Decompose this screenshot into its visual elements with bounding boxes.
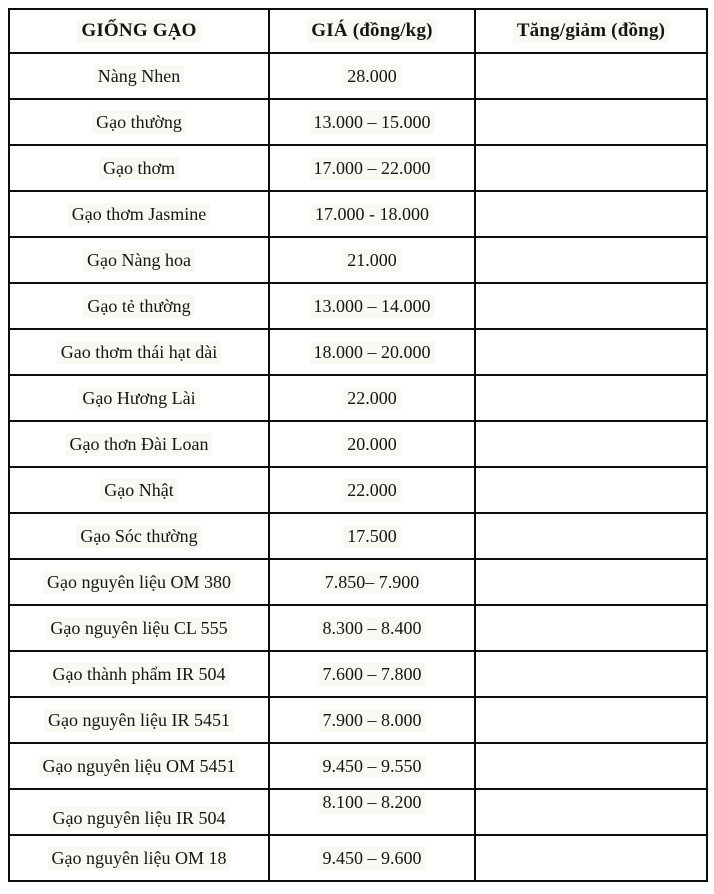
table-row bbox=[9, 237, 707, 283]
variety-text: Gạo thơm bbox=[99, 157, 179, 180]
table-row bbox=[9, 697, 707, 743]
table-row bbox=[9, 421, 707, 467]
variety-cell bbox=[9, 513, 269, 559]
variety-text: Nàng Nhen bbox=[94, 65, 184, 88]
variety-cell bbox=[9, 651, 269, 697]
variety-cell bbox=[9, 191, 269, 237]
variety-text: Gạo nguyên liệu IR 504 bbox=[49, 807, 230, 830]
change-cell bbox=[475, 835, 707, 881]
header-change bbox=[475, 9, 707, 53]
variety-cell bbox=[9, 145, 269, 191]
variety-cell bbox=[9, 605, 269, 651]
variety-text: Gạo thành phẩm IR 504 bbox=[49, 663, 230, 686]
price-text: 18.000 – 20.000 bbox=[310, 341, 435, 364]
price-text: 21.000 bbox=[343, 249, 401, 272]
variety-cell bbox=[9, 559, 269, 605]
price-cell bbox=[269, 835, 475, 881]
table-row bbox=[9, 53, 707, 99]
change-cell bbox=[475, 651, 707, 697]
variety-text: Gạo nguyên liệu CL 555 bbox=[46, 617, 231, 640]
header-variety-label: GIỐNG GẠO bbox=[77, 19, 200, 43]
variety-cell bbox=[9, 375, 269, 421]
price-text: 17.500 bbox=[343, 525, 401, 548]
price-cell bbox=[269, 283, 475, 329]
table-row bbox=[9, 99, 707, 145]
change-cell bbox=[475, 743, 707, 789]
price-text: 8.100 – 8.200 bbox=[319, 791, 426, 814]
variety-cell bbox=[9, 283, 269, 329]
variety-cell bbox=[9, 99, 269, 145]
change-cell bbox=[475, 237, 707, 283]
price-cell bbox=[269, 375, 475, 421]
change-cell bbox=[475, 283, 707, 329]
table-row bbox=[9, 467, 707, 513]
change-cell bbox=[475, 191, 707, 237]
change-cell bbox=[475, 421, 707, 467]
price-text: 20.000 bbox=[343, 433, 401, 456]
price-cell bbox=[269, 697, 475, 743]
table-body bbox=[9, 53, 707, 881]
variety-text: Gạo nguyên liệu OM 5451 bbox=[39, 755, 240, 778]
price-cell bbox=[269, 605, 475, 651]
change-cell bbox=[475, 329, 707, 375]
variety-text: Gạo thường bbox=[92, 111, 186, 134]
price-text: 22.000 bbox=[343, 387, 401, 410]
header-change-label: Tăng/giảm (đồng) bbox=[513, 19, 669, 43]
price-cell bbox=[269, 145, 475, 191]
variety-text: Gạo thơn Đài Loan bbox=[66, 433, 213, 456]
variety-text: Gạo tẻ thường bbox=[83, 295, 194, 318]
variety-text: Gạo nguyên liệu IR 5451 bbox=[44, 709, 234, 732]
variety-cell bbox=[9, 743, 269, 789]
variety-cell bbox=[9, 697, 269, 743]
variety-cell bbox=[9, 789, 269, 835]
variety-cell bbox=[9, 237, 269, 283]
header-variety bbox=[9, 9, 269, 53]
price-cell bbox=[269, 743, 475, 789]
price-cell bbox=[269, 789, 475, 835]
variety-text: Gạo thơm Jasmine bbox=[68, 203, 211, 226]
table-header bbox=[9, 9, 707, 53]
price-text: 28.000 bbox=[343, 65, 401, 88]
price-cell bbox=[269, 191, 475, 237]
price-cell bbox=[269, 53, 475, 99]
change-cell bbox=[475, 697, 707, 743]
price-text: 17.000 - 18.000 bbox=[311, 203, 433, 226]
table-row bbox=[9, 283, 707, 329]
table-row bbox=[9, 651, 707, 697]
price-text: 22.000 bbox=[343, 479, 401, 502]
variety-text: Gạo nguyên liệu OM 380 bbox=[43, 571, 235, 594]
change-cell bbox=[475, 99, 707, 145]
price-cell bbox=[269, 513, 475, 559]
price-cell bbox=[269, 559, 475, 605]
price-cell bbox=[269, 329, 475, 375]
change-cell bbox=[475, 789, 707, 835]
variety-text: Gạo nguyên liệu OM 18 bbox=[48, 847, 231, 870]
table-row bbox=[9, 559, 707, 605]
table-row bbox=[9, 191, 707, 237]
variety-cell bbox=[9, 329, 269, 375]
price-cell bbox=[269, 99, 475, 145]
table-row bbox=[9, 605, 707, 651]
change-cell bbox=[475, 513, 707, 559]
table-row bbox=[9, 789, 707, 835]
table-row bbox=[9, 835, 707, 881]
table-row bbox=[9, 743, 707, 789]
change-cell bbox=[475, 467, 707, 513]
price-text: 7.600 – 7.800 bbox=[319, 663, 426, 686]
change-cell bbox=[475, 53, 707, 99]
price-text: 17.000 – 22.000 bbox=[310, 157, 435, 180]
price-text: 9.450 – 9.550 bbox=[319, 755, 426, 778]
variety-cell bbox=[9, 467, 269, 513]
header-price bbox=[269, 9, 475, 53]
variety-text: Gao thơm thái hạt dài bbox=[57, 341, 221, 364]
price-cell bbox=[269, 237, 475, 283]
variety-text: Gạo Nhật bbox=[100, 479, 177, 502]
variety-text: Gạo Sóc thường bbox=[76, 525, 201, 548]
price-text: 8.300 – 8.400 bbox=[319, 617, 426, 640]
variety-cell bbox=[9, 421, 269, 467]
header-price-label: GIÁ (đồng/kg) bbox=[307, 19, 436, 43]
price-cell bbox=[269, 421, 475, 467]
change-cell bbox=[475, 375, 707, 421]
price-text: 7.900 – 8.000 bbox=[319, 709, 426, 732]
price-text: 9.450 – 9.600 bbox=[319, 847, 426, 870]
rice-price-table bbox=[8, 8, 708, 882]
change-cell bbox=[475, 145, 707, 191]
table-row bbox=[9, 329, 707, 375]
price-cell bbox=[269, 467, 475, 513]
variety-text: Gạo Nàng hoa bbox=[83, 249, 195, 272]
change-cell bbox=[475, 559, 707, 605]
price-text: 13.000 – 14.000 bbox=[310, 295, 435, 318]
table-row bbox=[9, 513, 707, 559]
variety-cell bbox=[9, 835, 269, 881]
price-text: 7.850– 7.900 bbox=[321, 571, 424, 594]
variety-cell bbox=[9, 53, 269, 99]
change-cell bbox=[475, 605, 707, 651]
price-text: 13.000 – 15.000 bbox=[310, 111, 435, 134]
price-cell bbox=[269, 651, 475, 697]
table-row bbox=[9, 375, 707, 421]
table-row bbox=[9, 145, 707, 191]
variety-text: Gạo Hương Lài bbox=[78, 387, 199, 410]
header-row bbox=[9, 9, 707, 53]
